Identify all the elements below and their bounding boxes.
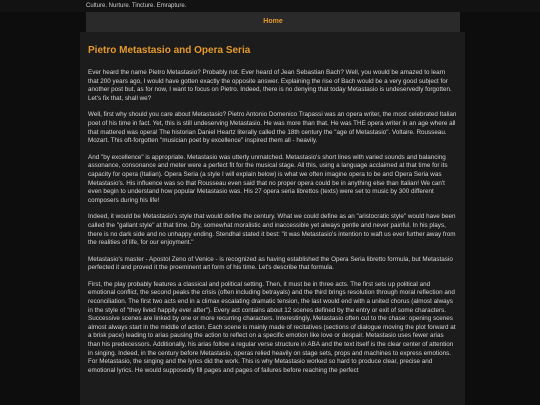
article-body (80, 69, 465, 375)
top-bar (0, 0, 540, 12)
article-paragraph: Ever heard the name Pietro Metastasio? Probably not. Ever heard of Jean Sebastian Bach? Well, you would be amazed to learn that 200 years ago, I would have gotten exactly the opposite answer. Explaining the rise of Bach would be a very good subject for another post but, as for now, I want to focus on Pietro. Indeed, there is no denying that today Metastasio is undeservedly forgotten. Let's fix that, shall we? (88, 69, 452, 102)
article-paragraph: Metastasio's master - Apostol Zeno of Venice - is recognized as having established the Opera Seria libretto formula, but Metastasio perfected it and proved it the proeminent art form of his time. Let's describe that formula. (88, 255, 453, 272)
article-paragraph: And "by excellence" is appropriate. Metastasio was utterly unmatched. Metastasio's short lines with varied sounds and balancing assonance, consonance and meter were a perfect fit for the musical stage. All this, using a language acclaimed at that time for its capacity for opera (Italian). Opera Seria (a style I will explain below) is what we often imagine opera to be and Opera Seria was Metastasio's. His influence was so that Rousseau even said that no proper opera could be in anything else than Italian! We can't even begin to understand how popular Metastasio was. His 27 opera seria librettos (texts) were set to music by 300 different composers during his life! (88, 153, 448, 204)
article-paragraph: First, the play probably features a classical and political setting. Then, it must be in three acts. The first sets up political and emotional conflict, the second peaks the crisis (often including betrayals) and the third brings resolution through moral reflection and reconciliation. The first two acts end in a climax escalating dramatic tension, the last would end with a united chorus (almost always in the style of "they lived happily ever after"). Every act contains about 12 scenes defined by the entry or exit of some characters. Successive scenes are linked by one or more recurring characters. Interestingly, Metastasio often cut to the chase: opening scenes almost always start in the middle of action. Each scene is mainly made of recitatives (sections of dialogue moving the plot forward at a brisk pace) leading to arias pausing the action to reflect on a specific emotion like love or despair. Metastasio uses fewer arias than his predecessors. Additionally, his arias follow a regular verse structure in ABA and the text itself is the clear center of attention in singing. Indeed, in the century before Metastasio, operas relied heavily on stage sets, props and machines to express emotions. For Metastasio, the singing and the lyrics did the work. This is why Metastasio worked so hard to produce clear, precise and emotional lyrics. He would supposedly fill pages and pages of failures before reaching the perfect (88, 280, 456, 374)
right-margin (460, 12, 540, 405)
article-paragraph: Indeed, it would be Metastasio's style that would define the century. What we could define as an "aristocratic style" would have been called the "gallant style" at that time. Dry, somewhat moralistic and inaccessible yet always gentle and never painful. In his plays, there is no dark side and no unhappy ending. Stendhal stated it best: "it was Metastasio's intention to waft us ever further away from the realities of life, for our enjoyment." (88, 213, 456, 247)
site-tagline: Culture. Nurture. Tincture. Emrapture. (86, 3, 187, 9)
nav-home-link[interactable]: Home (263, 18, 283, 25)
article-paragraph: Well, first why should you care about Metastasio? Pietro Antonio Domenico Trapassi was an opera writer, the most celebrated Italian poet of his time in fact. Yet, this is still undeserving Metastasio. He was more than that. He was THE opera writer in an age where all that mattered was opera! The historian Daniel Heartz literally called the 18th century the "age of Metastasio". Voltaire. Rousseau. Mozart. This oft-forgotten "musician poet by excellence" inspired them all - heavily. (88, 111, 457, 145)
nav-bar (86, 12, 460, 32)
article-container (80, 32, 465, 405)
article-title: Pietro Metastasio and Opera Seria (88, 45, 251, 56)
left-margin (0, 12, 86, 405)
